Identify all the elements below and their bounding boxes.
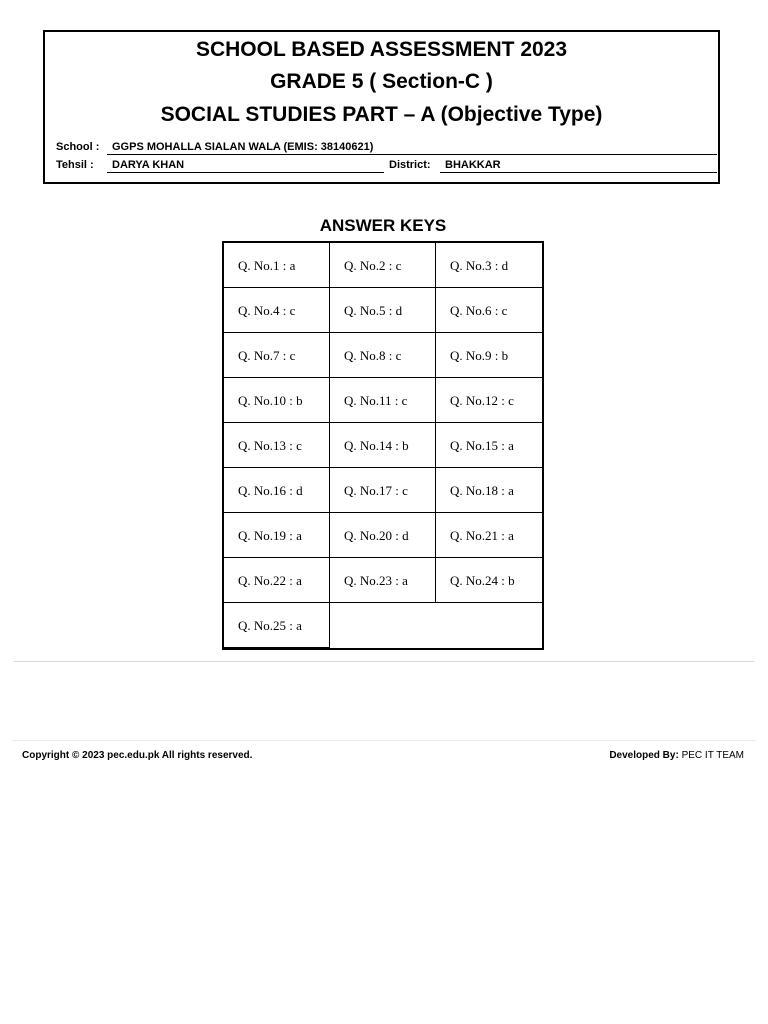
school-value: GGPS MOHALLA SIALAN WALA (EMIS: 38140621) (107, 140, 717, 155)
divider (14, 661, 754, 662)
grade-title: GRADE 5 ( Section-C ) (270, 70, 493, 93)
answer-keys-table (222, 241, 544, 650)
answer-key-cell: Q. No.5 : d (330, 288, 436, 333)
developed-by-value: PEC IT TEAM (681, 750, 744, 761)
answer-key-cell: Q. No.24 : b (436, 558, 543, 603)
tehsil-label: Tehsil : (56, 159, 94, 171)
answer-key-cell: Q. No.1 : a (224, 243, 330, 288)
answer-key-cell: Q. No.25 : a (224, 603, 330, 648)
answer-key-cell: Q. No.7 : c (224, 333, 330, 378)
district-value: BHAKKAR (440, 158, 717, 173)
answer-key-cell: Q. No.16 : d (224, 468, 330, 513)
answer-key-cell: Q. No.12 : c (436, 378, 543, 423)
answer-key-cell: Q. No.4 : c (224, 288, 330, 333)
answer-key-cell: Q. No.18 : a (436, 468, 543, 513)
answer-key-cell: Q. No.3 : d (436, 243, 543, 288)
answer-key-cell: Q. No.9 : b (436, 333, 543, 378)
developed-by-label: Developed By: (609, 750, 679, 761)
answer-key-cell: Q. No.19 : a (224, 513, 330, 558)
answer-key-cell: Q. No.13 : c (224, 423, 330, 468)
copyright-text: Copyright © 2023 pec.edu.pk All rights reserved. (22, 750, 253, 761)
school-label: School : (56, 141, 100, 153)
header-box (43, 30, 720, 184)
answer-key-cell: Q. No.20 : d (330, 513, 436, 558)
developed-by (609, 750, 744, 761)
assessment-title: SCHOOL BASED ASSESSMENT 2023 (195, 38, 568, 61)
district-label: District: (389, 159, 431, 171)
tehsil-district-row (56, 158, 713, 174)
answer-key-cell: Q. No.17 : c (330, 468, 436, 513)
tehsil-value: DARYA KHAN (107, 158, 384, 173)
subject-title: SOCIAL STUDIES PART – A (Objective Type) (160, 103, 603, 126)
answer-keys-title: ANSWER KEYS (319, 216, 447, 235)
answer-key-cell: Q. No.10 : b (224, 378, 330, 423)
answer-key-cell: Q. No.8 : c (330, 333, 436, 378)
answer-key-cell: Q. No.14 : b (330, 423, 436, 468)
answer-key-cell: Q. No.2 : c (330, 243, 436, 288)
answer-key-cell: Q. No.6 : c (436, 288, 543, 333)
answer-key-cell: Q. No.11 : c (330, 378, 436, 423)
answer-key-cell: Q. No.22 : a (224, 558, 330, 603)
answer-key-cell: Q. No.23 : a (330, 558, 436, 603)
answer-key-cell: Q. No.15 : a (436, 423, 543, 468)
school-row (56, 140, 713, 156)
footer-divider (12, 740, 756, 741)
answer-key-cell: Q. No.21 : a (436, 513, 543, 558)
